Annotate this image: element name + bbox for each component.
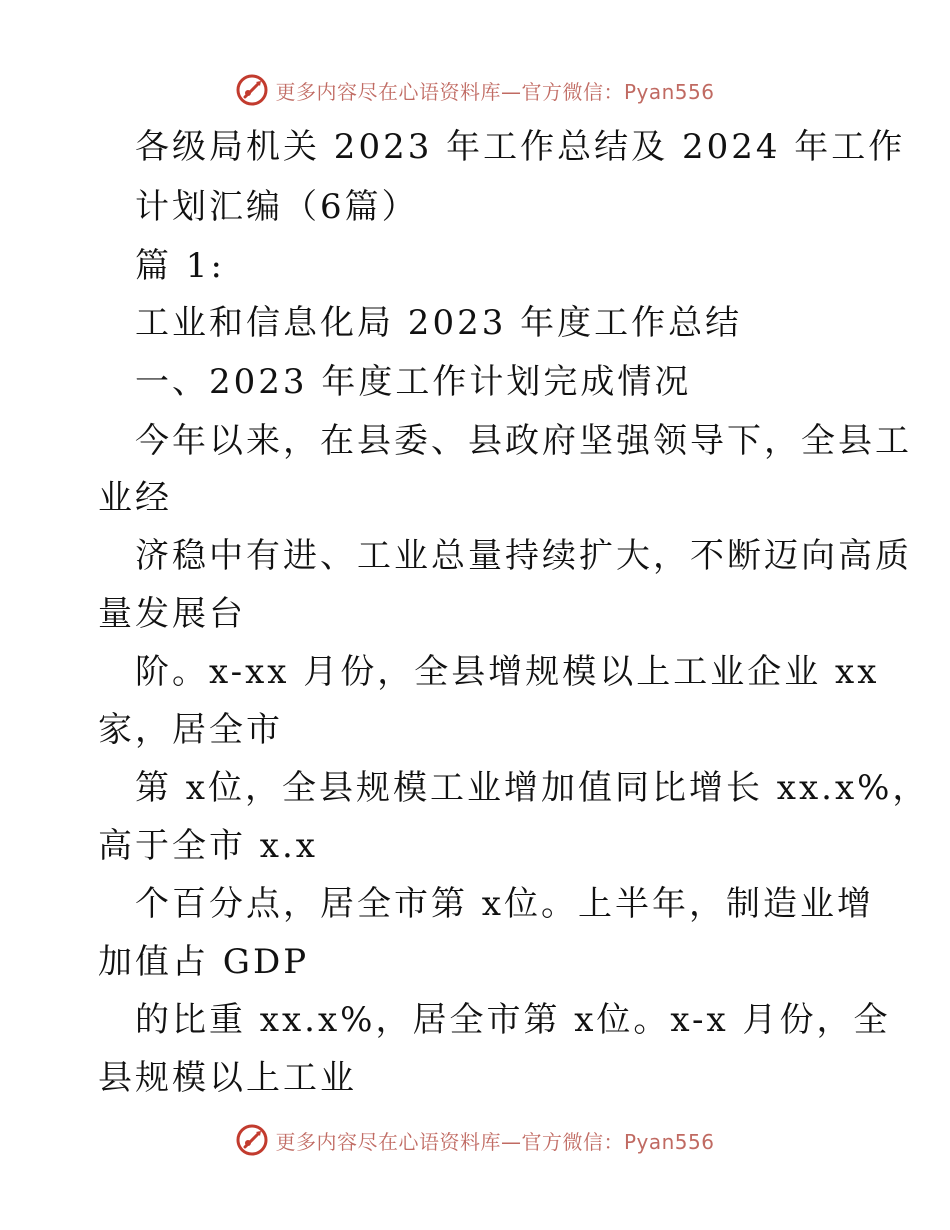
doc-subtitle: 工业和信息化局 2023 年度工作总结 <box>135 303 743 343</box>
doc-paragraph-line: 今年以来，在县委、县政府坚强领导下，全县工 <box>135 421 912 461</box>
doc-paragraph-line: 阶。x-xx 月份，全县增规模以上工业企业 xx <box>135 652 880 692</box>
doc-paragraph-line: 家，居全市 <box>98 710 283 750</box>
doc-paragraph-line: 加值占 GDP <box>98 942 310 982</box>
header-banner-text: 更多内容尽在心语资料库—官方微信：Pyan556 <box>275 79 715 104</box>
doc-paragraph-line: 业经 <box>98 478 172 518</box>
doc-section-label: 篇 1: <box>135 246 225 286</box>
footer-banner-text: 更多内容尽在心语资料库—官方微信：Pyan556 <box>275 1129 715 1154</box>
brand-logo-icon <box>235 73 269 107</box>
footer-banner <box>0 1120 950 1160</box>
doc-paragraph-line: 个百分点，居全市第 x位。上半年，制造业增 <box>135 884 874 924</box>
doc-paragraph-line: 县规模以上工业 <box>98 1058 357 1098</box>
doc-paragraph-line: 第 x位，全县规模工业增加值同比增长 xx.x%， <box>135 768 930 808</box>
doc-title-line-2: 计划汇编（6篇） <box>135 187 419 227</box>
doc-title-line-1: 各级局机关 2023 年工作总结及 2024 年工作 <box>135 127 906 167</box>
doc-paragraph-line: 的比重 xx.x%，居全市第 x位。x-x 月份，全 <box>135 1000 891 1040</box>
brand-logo-icon <box>235 1123 269 1157</box>
doc-paragraph-line: 高于全市 x.x <box>98 826 318 866</box>
doc-paragraph-line: 济稳中有进、工业总量持续扩大，不断迈向高质 <box>135 536 912 576</box>
header-banner <box>0 70 950 110</box>
doc-paragraph-line: 量发展台 <box>98 594 246 634</box>
doc-heading: 一、2023 年度工作计划完成情况 <box>135 362 692 402</box>
